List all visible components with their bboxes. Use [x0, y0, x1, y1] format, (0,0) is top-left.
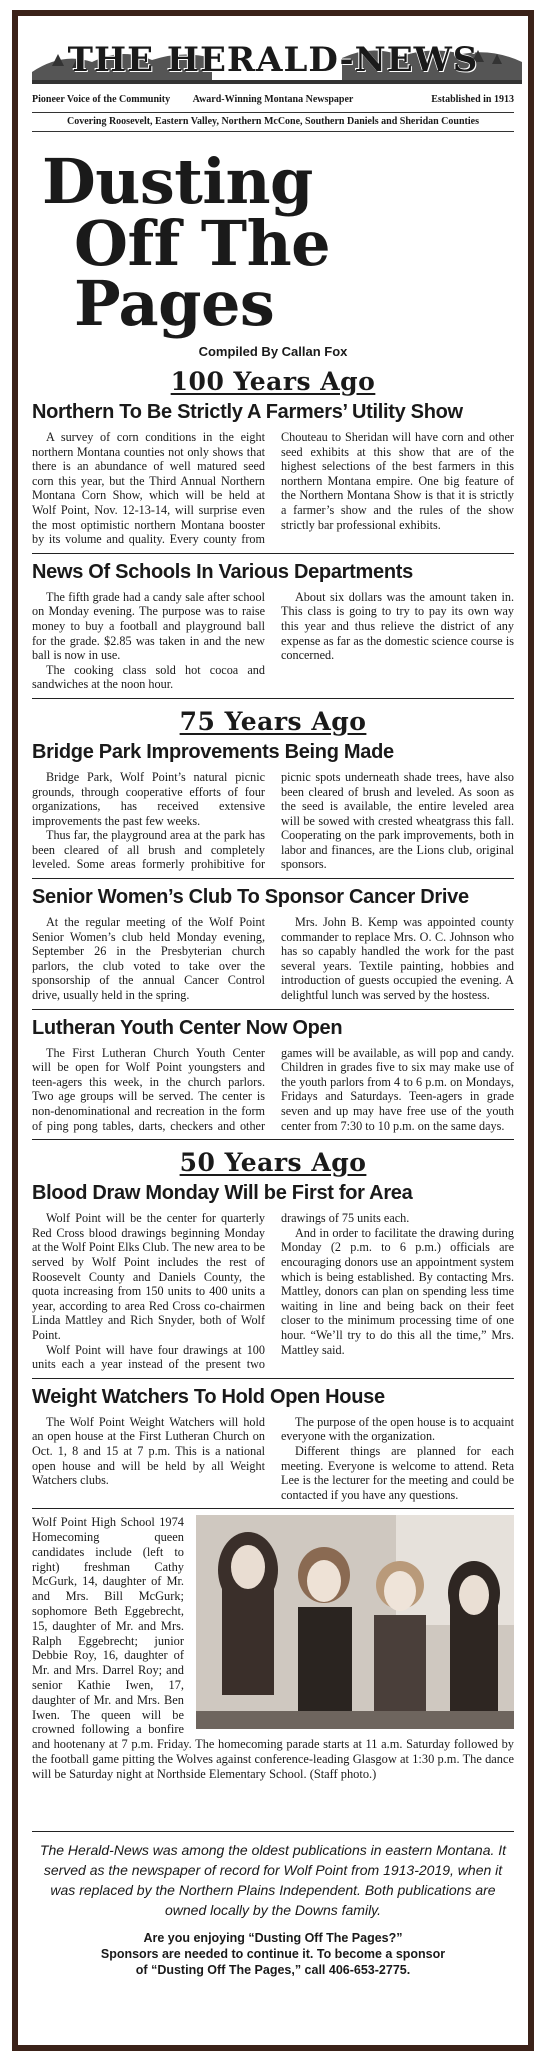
- story-paragraph: Bridge Park, Wolf Point’s natural picnic grounds, through cooperative efforts of four organizations, has received extensive improvements the past few weeks.: [32, 769, 265, 828]
- story-paragraph: The purpose of the open house is to acquaint everyone with the organization.: [281, 1414, 514, 1444]
- story-headline: Weight Watchers To Hold Open House: [32, 1385, 385, 1408]
- footer-line: Are you enjoying “Dusting Off The Pages?”: [143, 1931, 403, 1946]
- story-body: [32, 915, 514, 1003]
- story-body: [32, 1211, 514, 1372]
- masthead-motto: Pioneer Voice of the Community: [32, 94, 171, 105]
- story-body: [32, 770, 514, 872]
- story-body: [32, 430, 514, 547]
- story-paragraph: About six dollars was the amount taken in. This class is going to try to pay its own way this year and thus relieve the district of any expense as far as the domestic science course is concerned.: [281, 589, 514, 663]
- story-paragraph: At the regular meeting of the Wolf Point Senior Women’s club held Monday evening, September 26 in the Presbyterian church parlors, the club voted to take over the sponsorship of the annual Cancer Control drive, usually held in the spring.: [32, 915, 265, 1003]
- story-headline: Bridge Park Improvements Being Made: [32, 740, 394, 763]
- story: [32, 560, 514, 699]
- photo-block: [32, 1515, 514, 1827]
- story: [32, 740, 514, 879]
- story-body: [32, 1046, 514, 1134]
- story-body: [32, 590, 514, 692]
- story-headline: Northern To Be Strictly A Farmers’ Utility Show: [32, 401, 463, 423]
- era-heading: 75 Years Ago: [179, 706, 367, 736]
- story: [32, 400, 514, 554]
- page-title-line-1: Dusting: [42, 145, 313, 218]
- story-paragraph: Mrs. John B. Kemp was appointed county commander to replace Mrs. O. C. Johnson who has so capably handled the work for the past several years. Textile painting, hobbies and introduction of guests occupied the evening. A delightful lunch was served by the hostess.: [281, 915, 514, 1003]
- story-headline: Senior Women’s Club To Sponsor Cancer Drive: [32, 886, 469, 909]
- sections: [32, 367, 514, 1509]
- masthead-award: Award-Winning Montana Newspaper: [192, 94, 354, 105]
- story: [32, 1385, 514, 1510]
- story-paragraph: Different things are planned for each meeting. Everyone is welcome to attend. Reta Lee is the lecturer for the meeting and could be contacted if you have any questions.: [281, 1443, 514, 1502]
- photo-illustration: [196, 1515, 514, 1729]
- story-body: [32, 1415, 514, 1503]
- story-paragraph: Thus far, the playground area at the park has been cleared of all brush and completely leveled. Some areas formerly prohibitive for picnic spots underneath shade trees, have also been cleared of brush and leveled. As soon as the seed is available, the entire leveled area will be sowed with crested wheatgrass this fall. Cooperating on the park improvements, both in labor and finances, are the Lions club, original sponsors.: [32, 769, 514, 872]
- story-paragraph: Wolf Point will be the center for quarterly Red Cross blood drawings beginning Monday at the Wolf Point Elks Club. The new area to be served by Wolf Point includes the rest of Roosevelt County and Daniels County, the quota increasing from 150 units to 400 units a year, according to area Red Cross co-chairmen Linda Mattley and Rich Snyder, both of Wolf Point.: [32, 1211, 265, 1342]
- masthead: [32, 22, 514, 132]
- footer-sponsor-appeal: [32, 1930, 514, 1978]
- footer-line: of “Dusting Off The Pages,” call 406-653-2775.: [135, 1963, 411, 1978]
- homecoming-photo: [196, 1515, 514, 1729]
- masthead-coverage: Covering Roosevelt, Eastern Valley, Northern McCone, Southern Daniels and Sheridan Counties: [32, 112, 514, 127]
- footer-history-note: The Herald-News was among the oldest publications in eastern Montana. It served as the newspaper of record for Wolf Point from 1913-2019, when it was replaced by the Northern Plains Independent. Both publications are owned locally by the Downs family.: [32, 1831, 514, 1920]
- story-paragraph: The Wolf Point Weight Watchers will hold an open house at the First Lutheran Church on Oct. 1, 8 and 15 at 7 p.m. This is a national open house and will be held by all Weight Watchers clubs.: [32, 1414, 265, 1488]
- masthead-title: THE HERALD-NEWS: [67, 40, 479, 80]
- masthead-established: Established in 1913: [431, 94, 514, 105]
- story: [32, 885, 514, 1010]
- story-headline: Blood Draw Monday Will be First for Area: [32, 1182, 413, 1205]
- byline: Compiled By Callan Fox: [198, 344, 348, 359]
- story-paragraph: And in order to facilitate the drawing during Monday (2 p.m. to 6 p.m.) officials are encouraging donors use an appointment system which is being established. By contacting Mrs. Mattley, donors can plan on spending less time waiting in line and being back on their feet closer to the minimum processing time of one hour. “We’ll try to do this all the time,” Mrs. Mattley said.: [281, 1225, 514, 1357]
- story-paragraph: The First Lutheran Church Youth Center will be open for Wolf Point youngsters and teen-agers this week, in the church parlors. Two age groups will be served. The center is non-denominational and recreation in the form of ping pong tables, darts, checkers and other games will be available, as will pop and candy. Children in grades five to six may make use of the youth parlors from 4 to 6 p.m. on Mondays, Fridays and Saturdays. Teen-agers in grade seven and up may have free use of the youth center from 7:30 to 10 p.m. on the same days.: [32, 1045, 514, 1133]
- story-headline: News Of Schools In Various Departments: [32, 560, 413, 583]
- story-paragraph: The cooking class sold hot cocoa and sandwiches at the noon hour.: [32, 662, 265, 692]
- footer-line: Sponsors are needed to continue it. To become a sponsor: [100, 1947, 446, 1962]
- story: [32, 1181, 514, 1379]
- page-frame: [12, 10, 534, 2051]
- era-heading: 50 Years Ago: [179, 1148, 367, 1178]
- story-headline: Lutheran Youth Center Now Open: [32, 1016, 343, 1039]
- story-paragraph: A survey of corn conditions in the eight northern Montana counties not only shows that there is an abundance of well matured seed corn this year, but the Third Annual Northern Montana Corn Show, which will be held at Wolf Point, Nov. 12-13-14, will surprise even the most optimistic northern Montana booster by its volume and quality. Every county from Chouteau to Sheridan will have corn and other seed exhibits at this show that are of the highest selections of the best farmers in this northern Montana empire. One big feature of the Northern Montana Show is that it is strictly a farmer’s show and the rules of the show strictly bar professional exhibits.: [32, 430, 514, 547]
- story-paragraph: The fifth grade had a candy sale after school on Monday evening. The purpose was to raise money to buy a football and playground ball for the grade. $2.85 was taken in and the new ball is now in use.: [32, 589, 265, 663]
- story: [32, 1016, 514, 1141]
- photo-caption: Wolf Point High School 1974 Homecoming queen candidates include (left to right) freshman Cathy McGurk, 14, daughter of Mr. and Mrs. Bill McGurk; sophomore Beth Eggebrecht, 15, daughter of Mr. and Mrs. Ralph Eggebrecht; junior Debbie Roy, 16, daughter of Mr. and Mrs. Darrel Roy; and senior Kathie Iwen, 17, daughter of Mr. and Mrs. Ben Iwen. The queen will be crowned following a bonfire and hootenany at 7 p.m. Friday. The homecoming parade starts at 11 a.m. Saturday followed by the football game pitting the Wolves against conference-leading Glasgow at 1:30 p.m. The dance will be Saturday night at Northside Elementary School. (Staff photo.): [32, 1515, 514, 1781]
- era-heading: 100 Years Ago: [170, 367, 376, 396]
- story-paragraph: Wolf Point will have four drawings at 100 units each a year instead of the present two drawings of 75 units each.: [32, 1211, 410, 1372]
- page-title-line-2: Off The Pages: [74, 207, 331, 340]
